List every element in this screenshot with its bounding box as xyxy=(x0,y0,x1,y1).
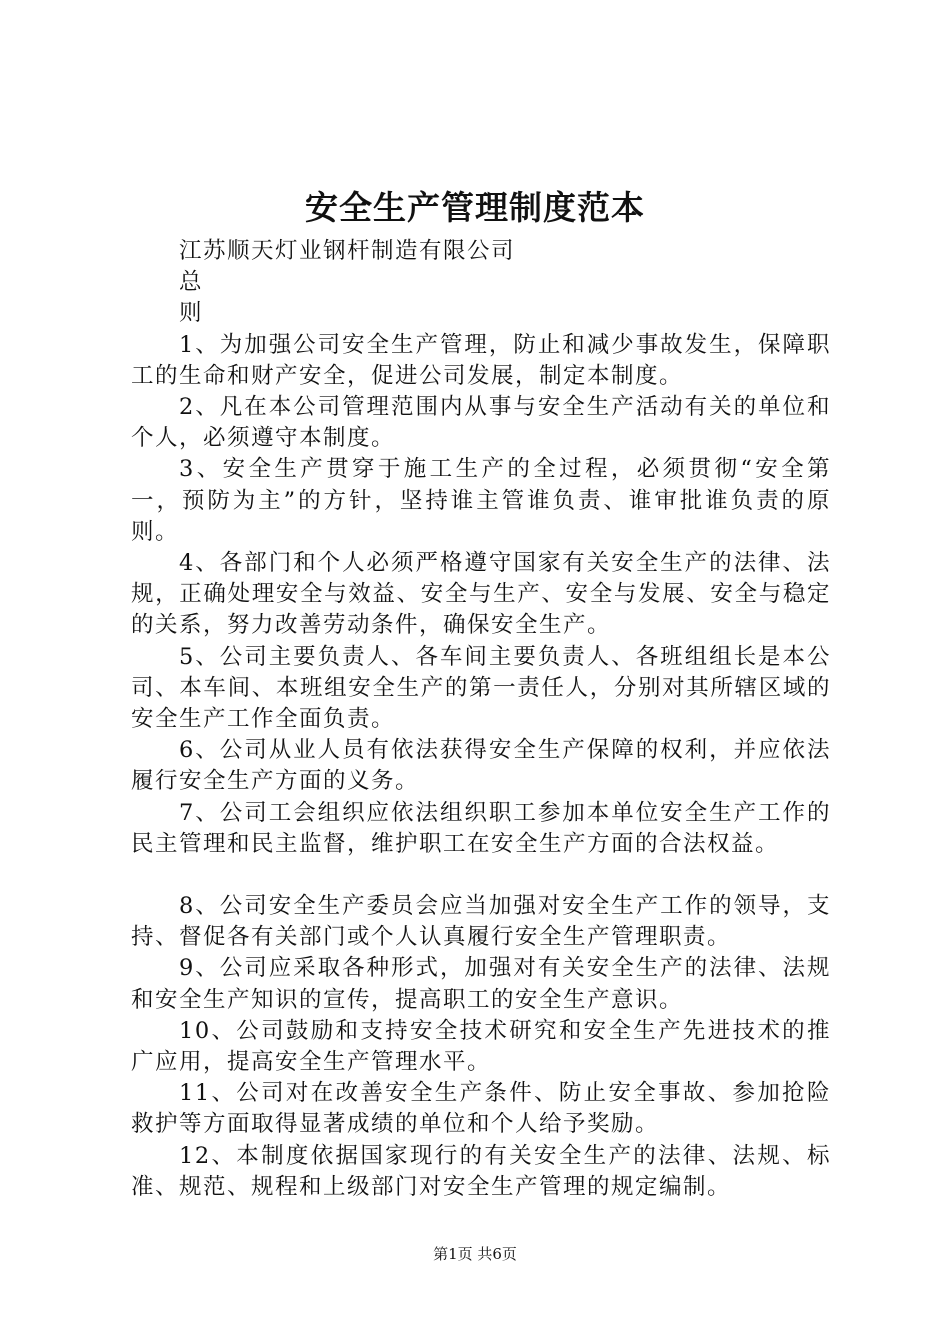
paragraph-7: 7、公司工会组织应依法组织职工参加本单位安全生产工作的民主管理和民主监督，维护职工在安全生产方面的合法权益。 xyxy=(131,799,831,857)
paragraph-5: 5、公司主要负责人、各车间主要负责人、各班组组长是本公司、本车间、本班组安全生产的第一责任人，分别对其所辖区域的安全生产工作全面负责。 xyxy=(131,643,831,733)
paragraph-3: 3、安全生产贯穿于施工生产的全过程，必须贯彻“安全第一，预防为主”的方针，坚持谁主管谁负责、谁审批谁负责的原则。 xyxy=(131,456,831,545)
paragraph-12: 12、本制度依据国家现行的有关安全生产的法律、法规、标准、规范、规程和上级部门对安全生产管理的规定编制。 xyxy=(131,1142,831,1200)
paragraph-6: 6、公司从业人员有依法获得安全生产保障的权利，并应依法履行安全生产方面的义务。 xyxy=(131,737,831,795)
page-footer: 第1页 共6页 xyxy=(433,1245,517,1263)
document-body xyxy=(131,236,831,1203)
company-name: 江苏顺天灯业钢杆制造有限公司 xyxy=(179,238,516,264)
paragraph-11: 11、公司对在改善安全生产条件、防止安全事故、参加抢险救护等方面取得显著成绩的单位和个人给予奖励。 xyxy=(131,1080,831,1138)
paragraph-gap xyxy=(131,860,831,891)
document-title: 安全生产管理制度范本 xyxy=(305,188,645,227)
section-heading-char-2: 则 xyxy=(179,300,204,327)
paragraph-1: 1、为加强公司安全生产管理，防止和减少事故发生，保障职工的生命和财产安全，促进公司发展，制定本制度。 xyxy=(131,331,831,389)
paragraph-4: 4、各部门和个人必须严格遵守国家有关安全生产的法律、法规，正确处理安全与效益、安全与生产、安全与发展、安全与稳定的关系，努力改善劳动条件，确保安全生产。 xyxy=(131,550,831,639)
section-heading-char-1: 总 xyxy=(179,269,204,296)
paragraph-9: 9、公司应采取各种形式，加强对有关安全生产的法律、法规和安全生产知识的宣传，提高职工的安全生产意识。 xyxy=(131,955,831,1013)
paragraph-8: 8、公司安全生产委员会应当加强对安全生产工作的领导，支持、督促各有关部门或个人认真履行安全生产管理职责。 xyxy=(131,893,831,951)
paragraph-2: 2、凡在本公司管理范围内从事与安全生产活动有关的单位和个人，必须遵守本制度。 xyxy=(131,394,831,452)
paragraph-10: 10、公司鼓励和支持安全技术研究和安全生产先进技术的推广应用，提高安全生产管理水平。 xyxy=(131,1017,831,1076)
